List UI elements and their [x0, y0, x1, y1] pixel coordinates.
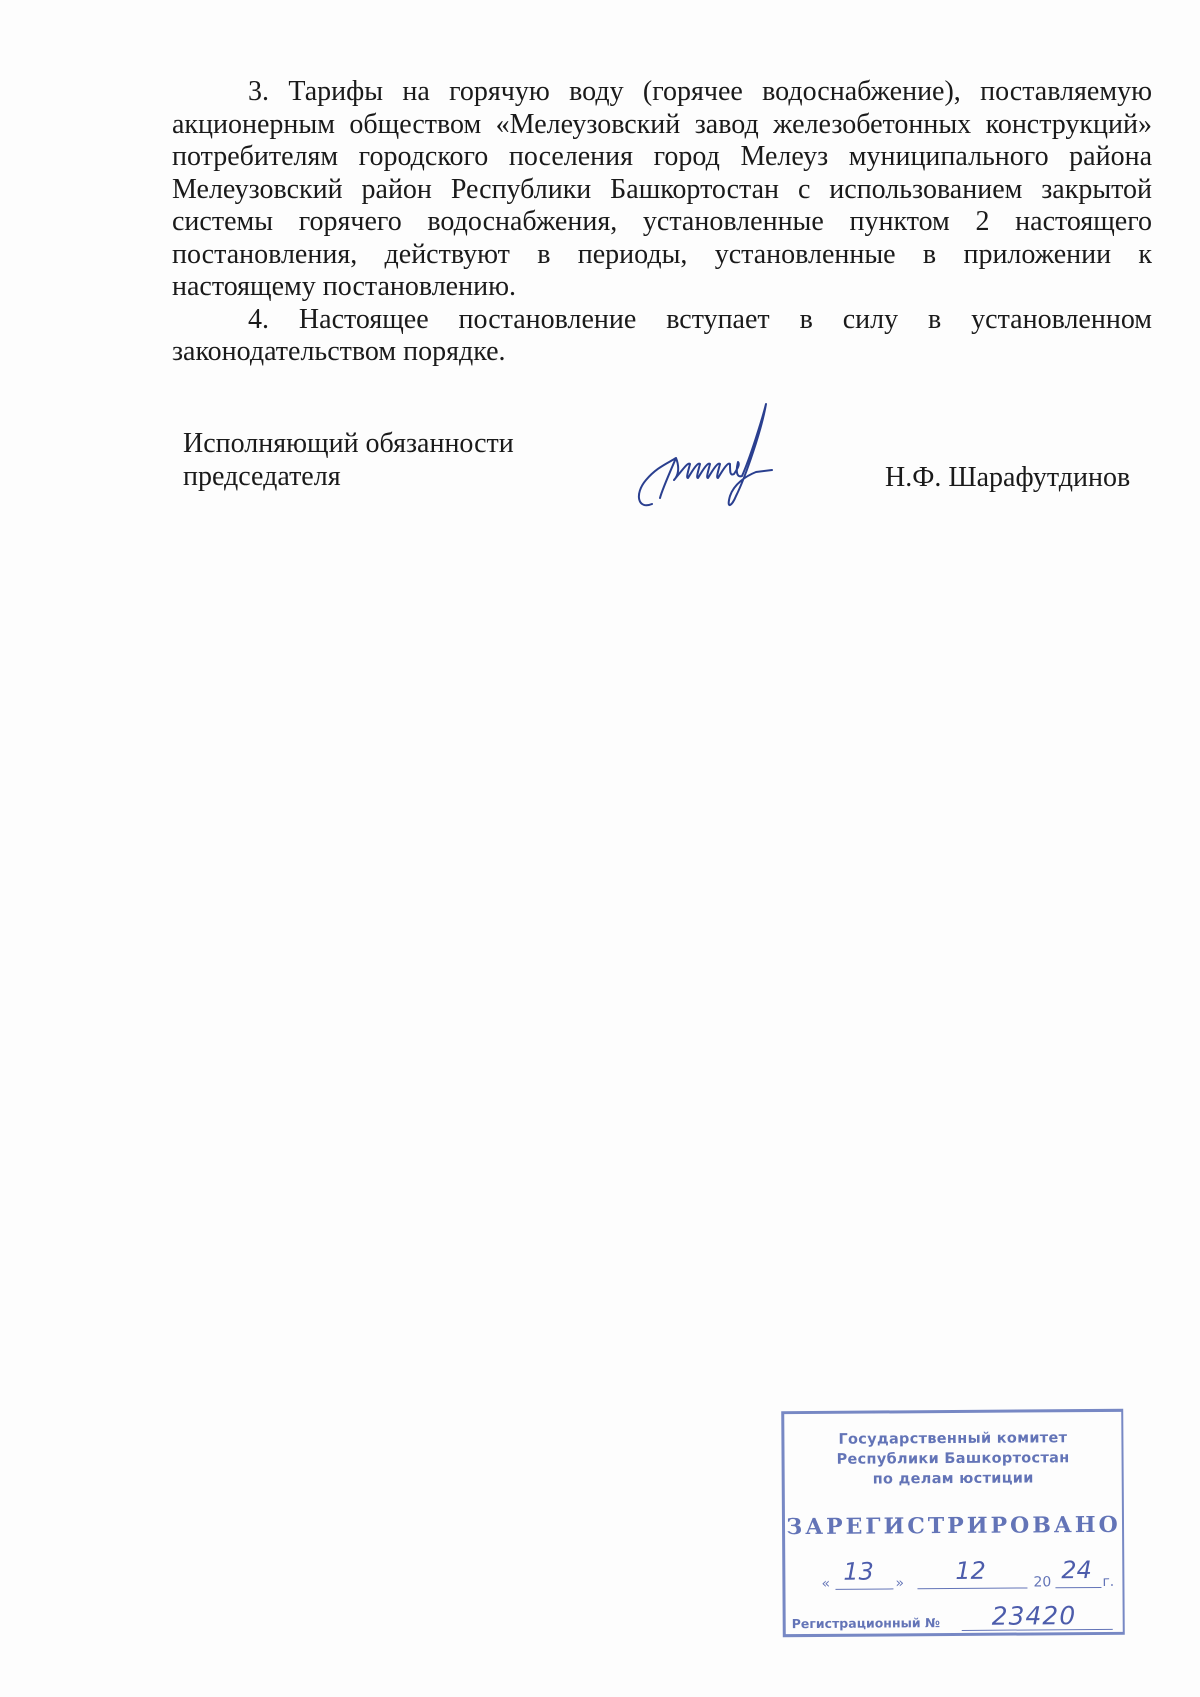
stamp-org-line3: по делам юстиции [872, 1470, 1034, 1488]
stamp-regnum-value: 23420 [991, 1601, 1077, 1631]
stamp-date-year-line [1055, 1587, 1101, 1588]
signer-name: Н.Ф. Шарафутдинов [885, 462, 1131, 493]
stamp-date-month: 12 [955, 1556, 986, 1585]
stamp-date-day: 13 [843, 1557, 874, 1586]
stamp-registration-number [792, 1602, 1117, 1634]
signer-title-line2: председателя [183, 460, 341, 492]
stamp-date-day-line [835, 1588, 893, 1589]
stamp-date-quote-close: » [895, 1575, 905, 1592]
stamp-regnum-label: Регистрационный № [791, 1615, 941, 1632]
stamp-date-quote-open: « [821, 1575, 831, 1592]
stamp-date-month-line [917, 1587, 1027, 1589]
stamp-organization [784, 1428, 1121, 1490]
stamp-date [821, 1556, 1115, 1592]
stamp-date-suffix: г. [1102, 1573, 1115, 1590]
stamp-status: ЗАРЕГИСТРИРОВАНО [786, 1511, 1121, 1541]
stamp-org-line2: Республики Башкортостан [836, 1450, 1070, 1468]
paragraph-4: 4. Настоящее постановление вступает в силу в установленном законодательством порядке. [172, 303, 1152, 367]
stamp-date-year: 24 [1061, 1556, 1092, 1585]
signer-title [183, 428, 514, 493]
stamp-org-line1: Государственный комитет [838, 1430, 1068, 1448]
registration-stamp [781, 1409, 1125, 1637]
signer-title-line1: Исполняющий обязанности [183, 428, 514, 459]
document-body [172, 76, 1152, 369]
paragraph-3: 3. Тарифы на горячую воду (горячее водоснабжение), поставляемую акционерным обществом «Мелеузовский завод железобетонных конструкций» потребителям городского поселения город Мелеуз муниципального района Мелеузовский район Республики Башкортостан с использованием закрытой системы горячего водоснабжения, установленные пунктом 2 настоящего постановления, действуют в периоды, установленные в приложении к настоящему постановлению. [172, 76, 1152, 302]
handwritten-signature [632, 398, 782, 518]
stamp-date-century: 20 [1033, 1574, 1052, 1591]
